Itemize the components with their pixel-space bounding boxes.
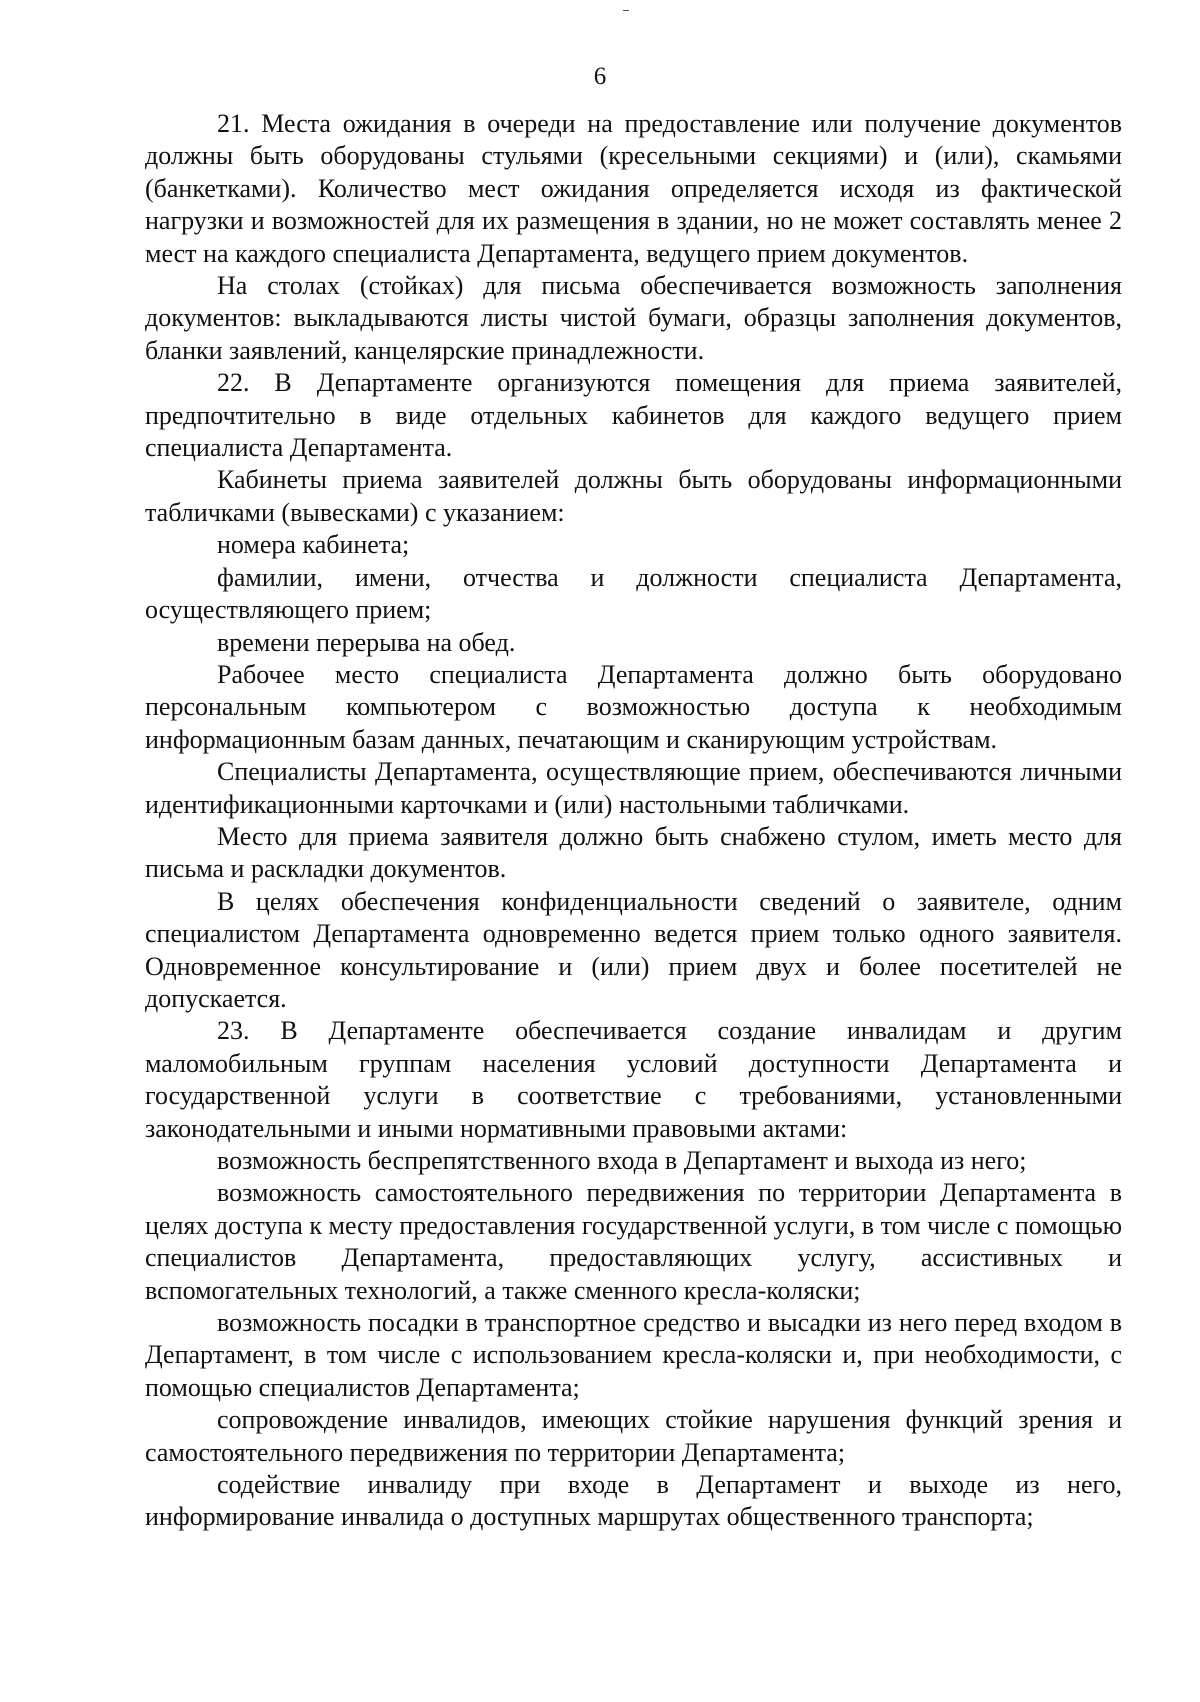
paragraph-applicant-place: Место для приема заявителя должно быть снабжено стулом, иметь место для письма и раскладки документов. [145,821,1122,884]
list-item-lunch-break: времени перерыва на обед. [217,627,516,657]
paragraph-23-accessibility: 23. В Департаменте обеспечивается создание инвалидам и другим маломобильным группам населения условий доступности Департамента и государственной услуги в соответствие с требованиями, установленными законодательными и иными нормативными правовыми актами: [145,1016,1122,1143]
paragraph-21-waiting-places: 21. Места ожидания в очереди на предоставление или получение документов должны быть оборудованы стульями (кресельными секциями) и (или), скамьями (банкетками). Количество мест ожидания определяется исходя из фактической нагрузки и возможностей для их размещения в здании, но не может составлять менее 2 мест на каждого специалиста Департамента, ведущего прием документов. [145,109,1122,268]
document-body [145,108,1122,1534]
paragraph-confidentiality: В целях обеспечения конфиденциальности сведений о заявителе, одним специалистом Департамента одновременно ведется прием только одного заявителя. Одновременное консультирование и (или) прием двух и более посетителей не допускается. [145,886,1122,1013]
scan-speck-top [623,10,629,11]
list-item-cabinet-number: номера кабинета; [217,530,410,560]
list-item-entry-assistance: содействие инвалиду при входе в Департамент и выходе из него, информирование инвалида о доступных маршрутах общественного транспорта; [145,1470,1122,1532]
list-item-vehicle-boarding: возможность посадки в транспортное средство и высадки из него перед входом в Департамент, в том числе с использованием кресла-коляски и, при необходимости, с помощью специалистов Департамента; [145,1308,1122,1402]
list-item-escort: сопровождение инвалидов, имеющих стойкие нарушения функций зрения и самостоятельного передвижения по территории Департамента; [145,1405,1122,1467]
list-item-free-entry: возможность беспрепятственного входа в Департамент и выхода из него; [217,1146,1027,1175]
paragraph-workplace-equipment: Рабочее место специалиста Департамента должно быть оборудовано персональным компьютером с возможностью доступа к необходимым информационным базам данных, печатающим и сканирующим устройствам. [145,659,1122,754]
paragraph-cabinet-signs: Кабинеты приема заявителей должны быть оборудованы информационными табличками (вывесками) с указанием: [145,465,1122,527]
paragraph-22-reception-rooms: 22. В Департаменте организуются помещения для приема заявителей, предпочтительно в виде отдельных кабинетов для каждого ведущего прием специалиста Департамента. [145,368,1122,463]
page-number: 6 [593,63,607,90]
paragraph-id-cards: Специалисты Департамента, осуществляющие прием, обеспечиваются личными идентификационными карточками и (или) настольными табличками. [145,757,1122,819]
list-item-specialist-name: фамилии, имени, отчества и должности специалиста Департамента, осуществляющего прием; [145,562,1122,625]
paragraph-writing-tables: На столах (стойках) для письма обеспечивается возможность заполнения документов: выкладываются листы чистой бумаги, образцы заполнения документов, бланки заявлений, канцелярские принадлежности. [145,271,1122,365]
list-item-independent-movement: возможность самостоятельного передвижения по территории Департамента в целях доступа к месту предоставления государственной услуги, в том числе с помощью специалистов Департамента, предоставляющих услугу, ассистивных и вспомогательных технологий, а также сменного кресла-коляски; [145,1178,1122,1305]
